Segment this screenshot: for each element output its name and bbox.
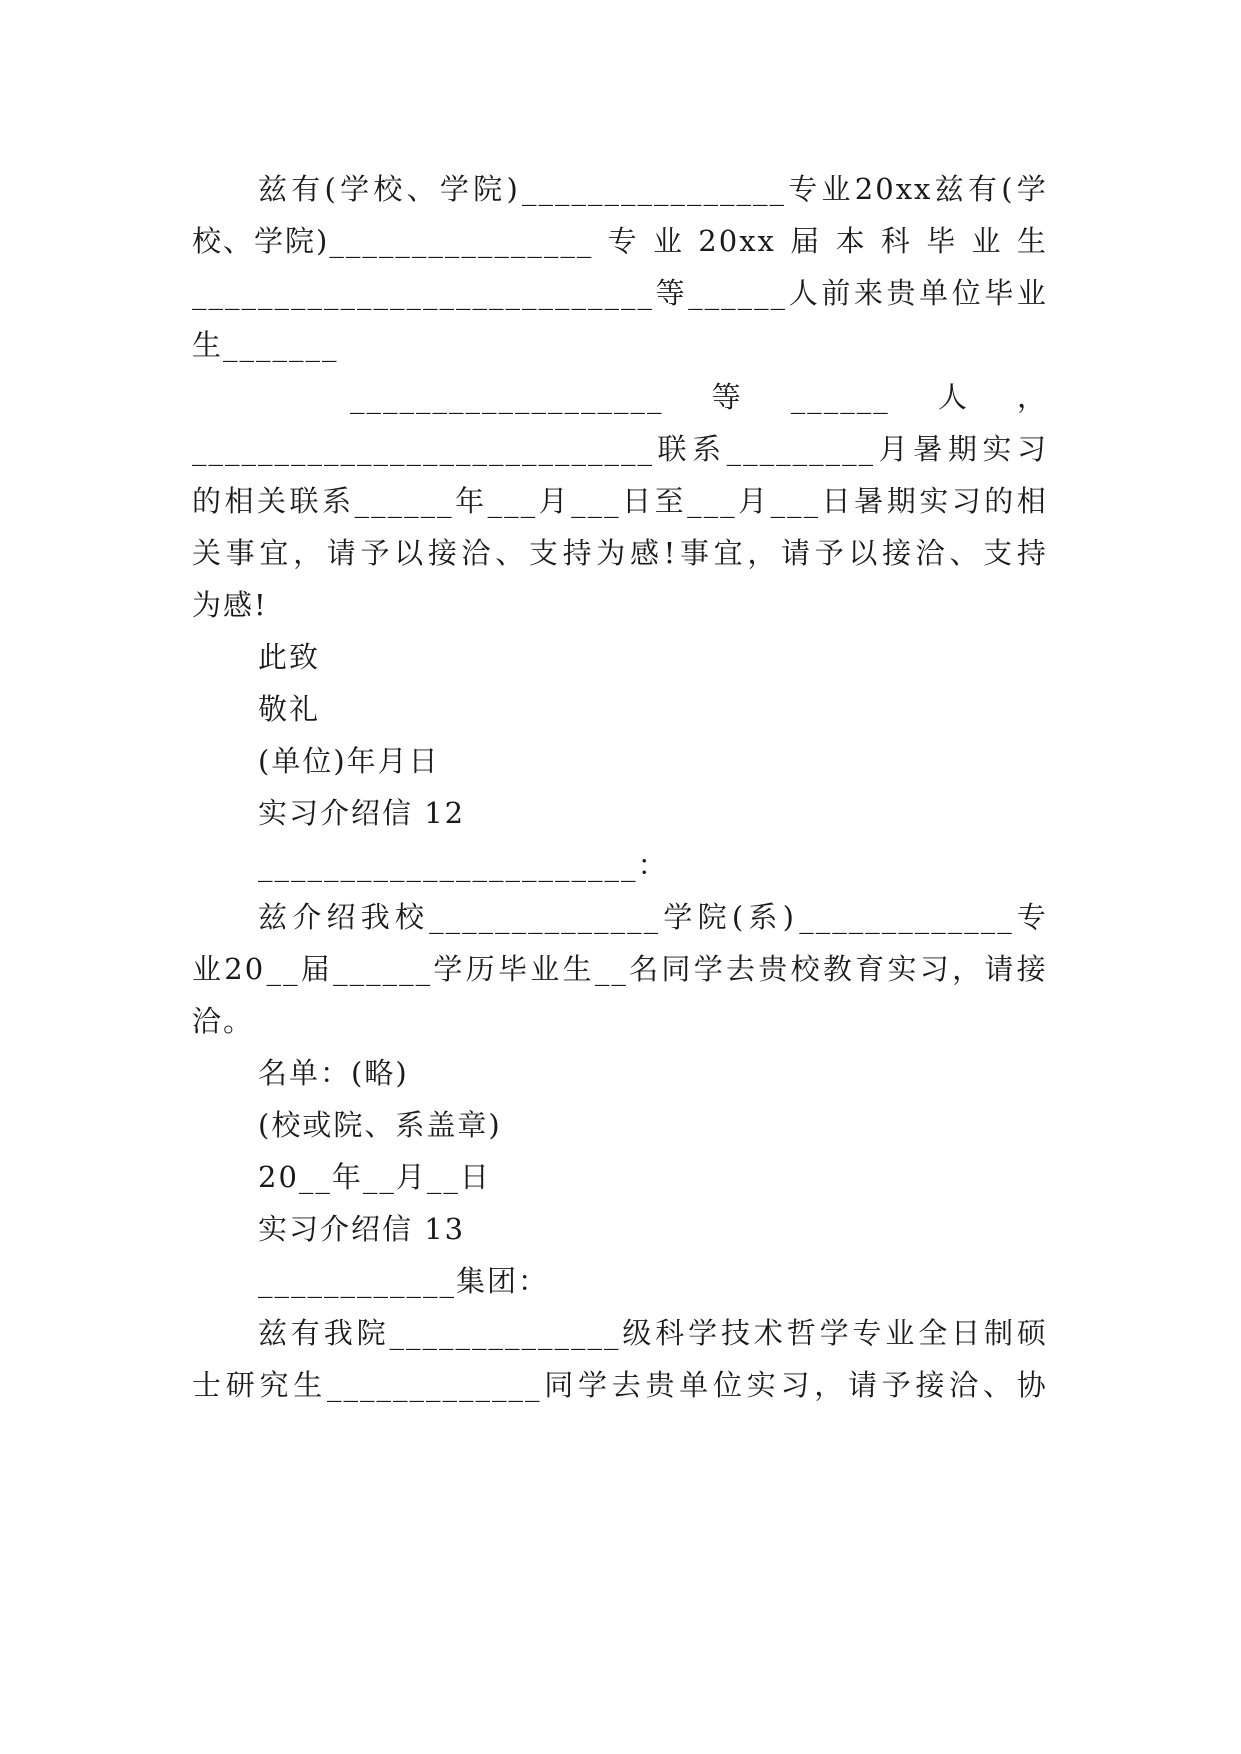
text-fragment: _____________ [799, 900, 1014, 934]
text-fragment: 学 [693, 952, 725, 986]
text-fragment: 兹 [258, 900, 290, 934]
text-fragment: 有 [291, 172, 323, 206]
text-fragment: 期 [947, 432, 979, 466]
text-fragment: 贵 [886, 276, 918, 310]
text-fragment: 月 [738, 484, 770, 518]
text-fragment: 同 [544, 1368, 576, 1402]
text-fragment: 业 [821, 172, 853, 206]
text-fragment: 前 [821, 276, 853, 310]
text-fragment: 绍 [326, 900, 358, 934]
text-fragment: 20 [224, 952, 266, 986]
text-fragment: 我 [360, 900, 392, 934]
text-fragment: 支 [528, 536, 560, 570]
text-fragment: 校 [373, 172, 405, 206]
text-fragment: ___ [770, 484, 821, 518]
text-fragment: 等 [655, 276, 687, 310]
text-line [192, 1363, 1048, 1407]
text-fragment: ， [814, 1368, 846, 1402]
text-fragment: 请 [847, 1368, 879, 1402]
text-fragment: 去 [726, 952, 758, 986]
text-line: (单位)年月日 [258, 744, 440, 778]
text-fragment: 究 [259, 1368, 291, 1402]
text-fragment: 人 [937, 380, 969, 414]
text-line: 20__年__月__日 [258, 1160, 491, 1194]
text-fragment: 的 [192, 484, 224, 518]
text-fragment: 宜 [713, 536, 745, 570]
text-line: ____________集团： [258, 1264, 550, 1298]
text-fragment: ______ [333, 952, 433, 986]
text-fragment: 20xx [698, 224, 776, 258]
text-fragment: ______________ [389, 1316, 621, 1350]
text-fragment: 业 [1016, 276, 1048, 310]
text-fragment: 业 [885, 1316, 917, 1350]
text-fragment: 级 [622, 1316, 654, 1350]
text-fragment: ) [506, 172, 520, 206]
text-fragment: 学 [1016, 172, 1048, 206]
text-fragment: __ [594, 952, 628, 986]
text-fragment: 以 [848, 536, 880, 570]
text-fragment: 历 [465, 952, 497, 986]
text-fragment: ____________________________ [192, 432, 654, 466]
text-line [192, 531, 1048, 575]
text-fragment: 请 [326, 536, 358, 570]
text-fragment: 接 [1016, 952, 1048, 986]
text-fragment: ( [1001, 172, 1015, 206]
text-fragment: 接 [915, 1368, 947, 1402]
text-fragment: 的 [984, 484, 1016, 518]
text-fragment: 专 [1016, 900, 1048, 934]
text-fragment: 全 [918, 1316, 950, 1350]
text-fragment: 有 [290, 1316, 322, 1350]
text-fragment: 人 [788, 276, 820, 310]
text-fragment: ______ [688, 276, 788, 310]
text-fragment: 实 [746, 1368, 778, 1402]
text-fragment: 请 [984, 952, 1016, 986]
text-fragment: 研 [225, 1368, 257, 1402]
text-fragment: 月 [538, 484, 570, 518]
text-fragment: 实 [919, 484, 951, 518]
text-fragment: 毕 [926, 224, 958, 258]
text-fragment: 专 [852, 1316, 884, 1350]
text-fragment: 介 [292, 900, 324, 934]
text-fragment: 去 [611, 1368, 643, 1402]
text-fragment: 洽 [461, 536, 493, 570]
text-fragment: 单 [679, 1368, 711, 1402]
text-fragment: 科 [880, 224, 912, 258]
text-line: _______________________： [258, 848, 669, 882]
text-fragment: 硕 [1016, 1316, 1048, 1350]
text-fragment: 校 [394, 900, 426, 934]
text-fragment: 术 [753, 1316, 785, 1350]
text-fragment: 日 [951, 1316, 983, 1350]
text-fragment: 哲 [786, 1316, 818, 1350]
text-fragment: 系 [692, 432, 724, 466]
text-fragment: 系 [748, 900, 780, 934]
text-fragment: 实 [982, 432, 1014, 466]
text-fragment: 等 [711, 380, 743, 414]
text-line [258, 895, 1048, 939]
text-fragment: 生 [562, 952, 594, 986]
text-fragment: 业 [192, 952, 224, 986]
text-fragment: 制 [983, 1316, 1015, 1350]
text-fragment: 实 [887, 952, 919, 986]
text-fragment: _____________ [327, 1368, 542, 1402]
text-line [258, 1311, 1048, 1355]
text-fragment: 教 [822, 952, 854, 986]
text-fragment: 学 [433, 952, 465, 986]
text-line: 此致 [258, 640, 321, 674]
text-fragment: 日 [821, 484, 853, 518]
text-fragment: 位 [951, 276, 983, 310]
text-fragment: 期 [886, 484, 918, 518]
text-fragment: 事 [679, 536, 711, 570]
text-fragment: 学 [340, 172, 372, 206]
text-fragment: 院 [697, 900, 729, 934]
text-line [192, 479, 1048, 523]
text-fragment: 专 [788, 172, 820, 206]
text-fragment: ( [324, 172, 338, 206]
text-line [192, 427, 1048, 471]
text-fragment: 学 [819, 1316, 851, 1350]
text-fragment: 习 [780, 1368, 812, 1402]
text-fragment: 相 [224, 484, 256, 518]
text-fragment: 毕 [497, 952, 529, 986]
text-fragment: 本 [835, 224, 867, 258]
text-fragment: 育 [855, 952, 887, 986]
text-fragment: 院 [473, 172, 505, 206]
text-fragment: 单 [919, 276, 951, 310]
text-fragment: ___________________ [350, 380, 664, 414]
text-fragment: 兹 [934, 172, 966, 206]
section-heading: 实习介绍信 13 [258, 1212, 466, 1246]
text-fragment: ( [731, 900, 746, 934]
text-fragment: 联 [657, 432, 689, 466]
text-fragment: ___ [487, 484, 538, 518]
text-fragment: 宜 [259, 536, 291, 570]
text-line [350, 375, 1048, 419]
text-fragment: 予 [814, 536, 846, 570]
text-fragment: 暑 [854, 484, 886, 518]
text-line [258, 167, 1048, 211]
text-fragment: 我 [323, 1316, 355, 1350]
text-fragment: 业 [971, 224, 1003, 258]
text-fragment: 持 [1016, 536, 1048, 570]
text-fragment: _________ [726, 432, 876, 466]
text-fragment: 予 [881, 1368, 913, 1402]
text-fragment: 洽 [915, 536, 947, 570]
text-fragment: 业 [652, 224, 684, 258]
text-line: 名单：(略) [258, 1056, 409, 1090]
text-fragment: 、 [406, 172, 438, 206]
text-line: 敬礼 [258, 692, 321, 726]
text-fragment: 、 [495, 536, 527, 570]
text-fragment: 来 [853, 276, 885, 310]
text-fragment: 、 [982, 1368, 1014, 1402]
text-fragment: ___ [687, 484, 737, 518]
text-fragment: 、 [949, 536, 981, 570]
text-fragment: 系 [322, 484, 354, 518]
text-fragment: 暑 [913, 432, 945, 466]
text-fragment: 学 [439, 172, 471, 206]
text-fragment: 接 [882, 536, 914, 570]
text-fragment: 专 [607, 224, 639, 258]
text-fragment: 校、学院)________________ [192, 224, 594, 258]
text-fragment: 兹 [258, 172, 290, 206]
text-line: 生_______ [192, 328, 339, 362]
text-fragment: 支 [983, 536, 1015, 570]
text-fragment: 至 [654, 484, 686, 518]
text-fragment: 关 [257, 484, 289, 518]
text-fragment: ) [782, 900, 796, 934]
text-fragment: 士 [192, 1368, 224, 1402]
text-line: 为感! [192, 588, 268, 622]
text-fragment: 20xx [854, 172, 933, 206]
text-fragment: 生 [1016, 224, 1048, 258]
text-fragment: 关 [192, 536, 224, 570]
text-fragment: 同 [661, 952, 693, 986]
text-fragment: 习 [951, 484, 983, 518]
text-fragment: ， [747, 536, 779, 570]
text-fragment: ________________ [522, 172, 787, 206]
text-fragment: 位 [712, 1368, 744, 1402]
text-fragment: 感 [629, 536, 661, 570]
text-line [192, 219, 1048, 263]
text-fragment: 相 [1016, 484, 1048, 518]
text-fragment: 院 [356, 1316, 388, 1350]
text-fragment: ___ [571, 484, 621, 518]
text-fragment: 日 [622, 484, 654, 518]
text-fragment: 洽 [949, 1368, 981, 1402]
text-fragment: 协 [1016, 1368, 1048, 1402]
text-fragment: 年 [455, 484, 487, 518]
text-fragment: ， [952, 952, 984, 986]
text-fragment: 习 [1016, 432, 1048, 466]
text-fragment: 以 [394, 536, 426, 570]
text-fragment: 届 [300, 952, 332, 986]
text-fragment: ! [663, 536, 678, 570]
text-fragment: 月 [878, 432, 910, 466]
text-fragment: 兹 [258, 1316, 290, 1350]
text-fragment: 予 [360, 536, 392, 570]
text-fragment: 科 [655, 1316, 687, 1350]
text-fragment: 生 [293, 1368, 325, 1402]
text-fragment: ， [1016, 380, 1048, 414]
text-fragment: 学 [663, 900, 695, 934]
text-fragment: 毕 [984, 276, 1016, 310]
text-fragment: 持 [562, 536, 594, 570]
text-fragment: 届 [790, 224, 822, 258]
text-fragment: 联 [289, 484, 321, 518]
text-fragment: 为 [596, 536, 628, 570]
section-heading: 实习介绍信 12 [258, 796, 466, 830]
text-fragment: 接 [427, 536, 459, 570]
text-fragment: 请 [781, 536, 813, 570]
text-fragment: 名 [629, 952, 661, 986]
text-fragment: 技 [720, 1316, 752, 1350]
text-line: 洽。 [192, 1004, 255, 1038]
text-fragment: 事 [225, 536, 257, 570]
text-fragment: __ [266, 952, 300, 986]
text-line [192, 271, 1048, 315]
text-fragment: 贵 [645, 1368, 677, 1402]
text-fragment: 贵 [758, 952, 790, 986]
text-line: (校或院、系盖章) [258, 1108, 502, 1142]
text-fragment: 学 [688, 1316, 720, 1350]
text-fragment: 习 [919, 952, 951, 986]
text-fragment: ____________________________ [192, 276, 654, 310]
text-fragment: ______ [354, 484, 454, 518]
text-fragment: ______ [790, 380, 890, 414]
text-fragment: 学 [577, 1368, 609, 1402]
text-fragment: ， [293, 536, 325, 570]
text-fragment: 校 [790, 952, 822, 986]
text-fragment: 业 [530, 952, 562, 986]
text-fragment: ______________ [429, 900, 661, 934]
text-line [192, 947, 1048, 991]
text-fragment: 有 [967, 172, 999, 206]
